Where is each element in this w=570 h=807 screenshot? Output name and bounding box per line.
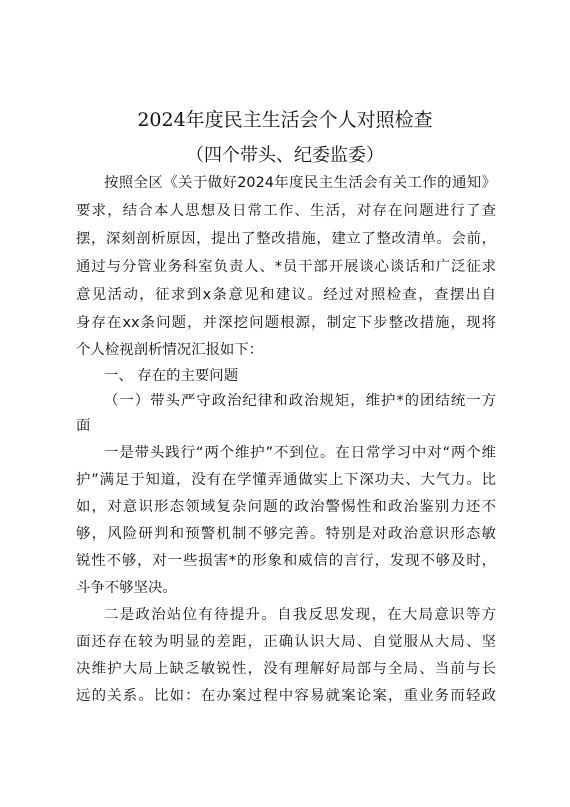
body-line: 决维护大局上缺乏敏锐性，没有理解好局部与全局、当前与长 — [76, 661, 496, 677]
body-line: 一是带头践行“两个维护”不到位。在日常学习中对“两个维 — [104, 445, 496, 461]
document-subtitle: （四个带头、纪委监委） — [186, 145, 384, 166]
body-line: 斗争不够坚决。 — [76, 580, 177, 596]
document-title: 2024年度民主生活会个人对照检查 — [137, 109, 433, 131]
body-line: 个人检视剖析情况汇报如下： — [76, 342, 264, 358]
body-line: 锐性不够，对一些损害*的形象和威信的言行，发现不够及时， — [76, 553, 496, 569]
subsection-heading-cont: 面 — [76, 418, 91, 434]
body-line: 面还存在较为明显的差距，正确认识大局、自觉服从大局、坚 — [76, 634, 496, 650]
body-line: 远的关系。比如：在办案过程中容易就案论案，重业务而轻政 — [76, 688, 496, 704]
body-line: 意见活动，征求到x条意见和建议。经过对照检查，查摆出自 — [76, 287, 496, 303]
body-line: 身存在xx条问题，并深挖问题根源，制定下步整改措施，现将 — [76, 315, 496, 331]
body-line: 二是政治站位有待提升。自我反思发现，在大局意识等方 — [104, 607, 496, 623]
body-line: 够，风险研判和预警机制不够完善。特别是对政治意识形态敏 — [76, 526, 496, 542]
body-line: 护”满足于知道，没有在学懂弄通做实上下深功夫、大气力。比 — [76, 472, 496, 488]
body-line: 按照全区《关于做好2024年度民主生活会有关工作的通知》 — [104, 175, 496, 191]
body-line: 摆，深刻剖析原因，提出了整改措施，建立了整改清单。会前， — [76, 231, 496, 247]
subsection-heading: （一）带头严守政治纪律和政治规矩，维护*的团结统一方 — [104, 393, 496, 409]
body-line: 要求，结合本人思想及日常工作、生活，对存在问题进行了查 — [76, 203, 496, 219]
body-line: 如，对意识形态领域复杂问题的政治警惕性和政治鉴别力还不 — [76, 499, 496, 515]
section-heading: 一、 存在的主要问题 — [104, 368, 239, 384]
body-line: 通过与分管业务科室负责人、*员干部开展谈心谈话和广泛征求 — [76, 259, 496, 275]
